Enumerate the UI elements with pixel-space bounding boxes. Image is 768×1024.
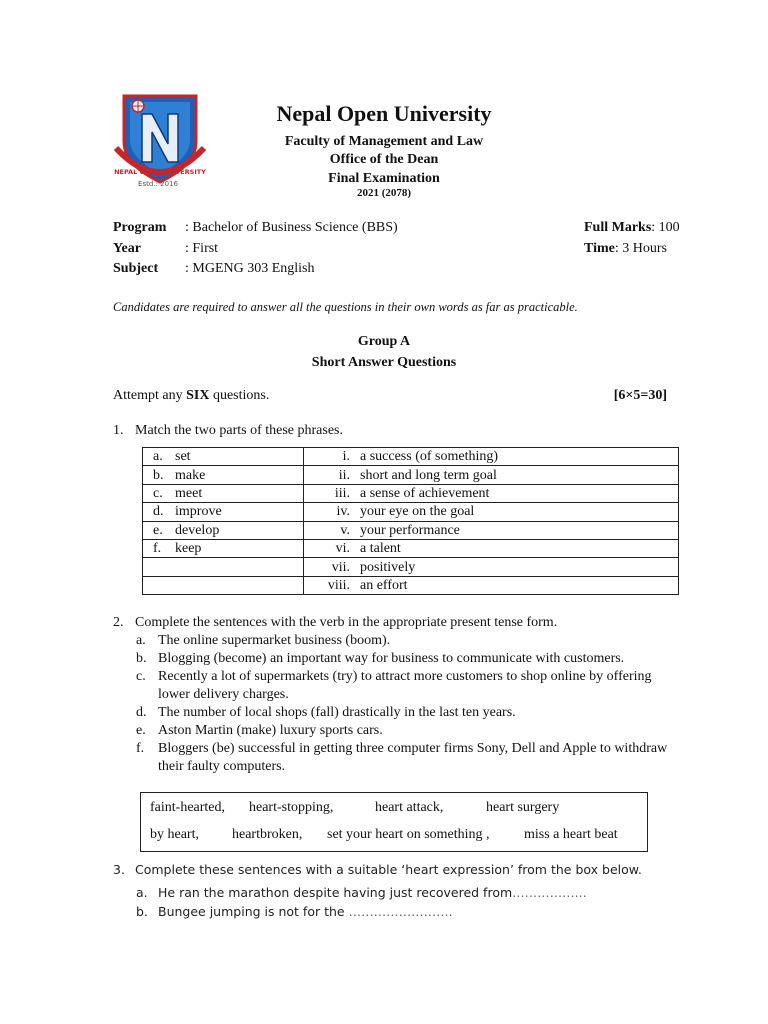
time-value: : 3 Hours	[614, 241, 667, 256]
match-row	[143, 448, 679, 466]
match-row	[143, 466, 679, 484]
heart-expression: miss a heart beat	[524, 827, 618, 842]
match-right-numeral: vii.	[331, 559, 350, 575]
group-subtitle: Short Answer Questions	[311, 355, 457, 370]
full-marks-label: Full Marks	[584, 220, 652, 235]
match-right-cell	[304, 448, 679, 466]
match-right-cell	[304, 576, 679, 594]
year-value: : First	[185, 241, 219, 256]
attempt-suffix: questions.	[209, 388, 270, 403]
match-right-cell	[304, 539, 679, 557]
match-right-text: an effort	[360, 577, 408, 593]
match-right-text: positively	[360, 559, 416, 575]
answer-blank: ……………...	[512, 885, 587, 900]
instructions: Candidates are required to answer all the questions in their own words as far as practicable.	[113, 300, 578, 314]
match-left-text: improve	[175, 504, 222, 520]
match-right-text: your performance	[360, 522, 460, 538]
match-left-text: make	[175, 467, 206, 483]
q2-item-continuation: their faulty computers.	[158, 759, 286, 774]
time	[584, 241, 667, 257]
match-row	[143, 558, 679, 576]
item-text: Bungee jumping is not for the	[158, 904, 349, 919]
question-1	[113, 423, 343, 439]
group-marks: [6×5=30]	[613, 388, 667, 403]
item-text: Bloggers (be) successful in getting three computer firms Sony, Dell and Apple to withdraw	[158, 741, 668, 756]
item-text: The number of local shops (fall) drastically in the last ten years.	[158, 705, 516, 720]
attempt-count: SIX	[186, 388, 210, 403]
item-text: Aston Martin (make) luxury sports cars.	[158, 723, 383, 738]
item-letter: d.	[136, 705, 147, 720]
exam-year: 2021 (2078)	[356, 187, 412, 199]
question-number: 2.	[113, 615, 124, 630]
program-label: Program	[113, 220, 167, 235]
item-letter: e.	[136, 723, 146, 738]
item-text: The online supermarket business (boom).	[158, 633, 391, 648]
q3-item-a	[136, 885, 587, 900]
match-right-numeral: iii.	[334, 485, 350, 501]
full-marks	[584, 220, 680, 236]
q2-item	[136, 723, 383, 739]
item-letter: a.	[136, 633, 146, 648]
match-left-letter: b.	[153, 467, 164, 483]
heart-expression: heart surgery	[486, 800, 560, 815]
match-right-text: a talent	[360, 541, 401, 557]
heart-expression: heart-stopping,	[249, 800, 334, 815]
match-right-text: a sense of achievement	[360, 485, 490, 501]
match-right-numeral: viii.	[327, 577, 350, 593]
match-row	[143, 484, 679, 502]
question-number: 1.	[113, 423, 124, 438]
match-left-cell	[143, 503, 304, 521]
match-right-cell	[304, 558, 679, 576]
match-left-letter: a.	[153, 449, 163, 465]
heart-expression-box	[140, 792, 648, 852]
match-row	[143, 576, 679, 594]
question-2	[113, 615, 557, 631]
attempt-instruction	[113, 388, 269, 404]
match-row	[143, 503, 679, 521]
question-text: Complete these sentences with a suitable ‘heart expression’ from the box below.	[135, 862, 642, 877]
item-letter: c.	[136, 669, 146, 684]
heart-expression: by heart,	[150, 827, 199, 842]
q2-item-continuation: lower delivery charges.	[158, 687, 289, 702]
match-table	[142, 447, 679, 595]
year-label: Year	[113, 241, 141, 256]
match-left-letter: d.	[153, 504, 164, 520]
q2-item	[136, 705, 516, 721]
match-row	[143, 521, 679, 539]
office-name: Office of the Dean	[329, 152, 439, 167]
match-left-letter: e.	[153, 522, 163, 538]
item-letter: b.	[136, 651, 147, 666]
q3-item-b	[136, 904, 453, 919]
match-right-numeral: ii.	[338, 467, 350, 483]
match-left-text: meet	[175, 485, 203, 501]
exam-title: Final Examination	[328, 171, 440, 186]
question-3	[113, 862, 642, 877]
q2-item	[136, 741, 667, 757]
match-left-text: develop	[175, 522, 220, 538]
item-letter: b.	[136, 904, 148, 919]
match-left-cell	[143, 448, 304, 466]
item-letter: a.	[136, 885, 148, 900]
heart-expression: heart attack,	[375, 800, 444, 815]
match-right-text: a success (of something)	[360, 449, 499, 465]
program-value: : Bachelor of Business Science (BBS)	[185, 220, 398, 235]
match-right-cell	[304, 484, 679, 502]
logo-arc-text: NEPAL OPEN UNIVERSITY	[114, 168, 206, 176]
attempt-prefix: Attempt any	[113, 388, 187, 403]
match-row	[143, 539, 679, 557]
match-right-numeral: i.	[342, 449, 350, 465]
question-text: Match the two parts of these phrases.	[135, 423, 343, 438]
answer-blank: …………………….	[348, 904, 453, 919]
match-left-cell	[143, 539, 304, 557]
item-letter: f.	[136, 741, 145, 756]
match-left-cell	[143, 466, 304, 484]
match-right-numeral: v.	[340, 522, 350, 538]
match-left-cell	[143, 521, 304, 539]
logo-estd-text: Estd.: 2016	[138, 180, 178, 188]
q2-item	[136, 633, 390, 649]
match-left-letter: c.	[153, 485, 163, 501]
match-right-cell	[304, 521, 679, 539]
q2-item	[136, 651, 624, 667]
match-right-numeral: vi.	[335, 541, 350, 557]
item-text: Recently a lot of supermarkets (try) to attract more customers to shop online by offering	[158, 669, 652, 684]
match-right-text: short and long term goal	[360, 467, 497, 483]
match-right-cell	[304, 503, 679, 521]
match-left-text: set	[175, 449, 191, 465]
full-marks-value: : 100	[651, 220, 680, 235]
match-left-text: keep	[175, 541, 202, 557]
match-right-numeral: iv.	[336, 504, 350, 520]
match-right-text: your eye on the goal	[360, 504, 475, 520]
match-left-cell	[143, 576, 304, 594]
match-right-cell	[304, 466, 679, 484]
university-name: Nepal Open University	[276, 101, 492, 126]
item-text: He ran the marathon despite having just recovered from	[158, 885, 513, 900]
faculty-name: Faculty of Management and Law	[284, 134, 484, 149]
heart-expression: set your heart on something ,	[327, 827, 490, 842]
match-left-letter: f.	[153, 541, 162, 557]
question-number: 3.	[113, 862, 125, 877]
heart-expression: faint-hearted,	[150, 800, 226, 815]
subject-value: : MGENG 303 English	[185, 261, 315, 276]
q2-item	[136, 669, 652, 685]
subject-label: Subject	[113, 261, 159, 276]
heart-expression: heartbroken,	[232, 827, 303, 842]
group-title: Group A	[357, 334, 411, 349]
match-left-cell	[143, 484, 304, 502]
question-text: Complete the sentences with the verb in the appropriate present tense form.	[135, 615, 558, 630]
time-label: Time	[584, 241, 615, 256]
item-text: Blogging (become) an important way for business to communicate with customers.	[158, 651, 625, 666]
match-left-cell	[143, 558, 304, 576]
